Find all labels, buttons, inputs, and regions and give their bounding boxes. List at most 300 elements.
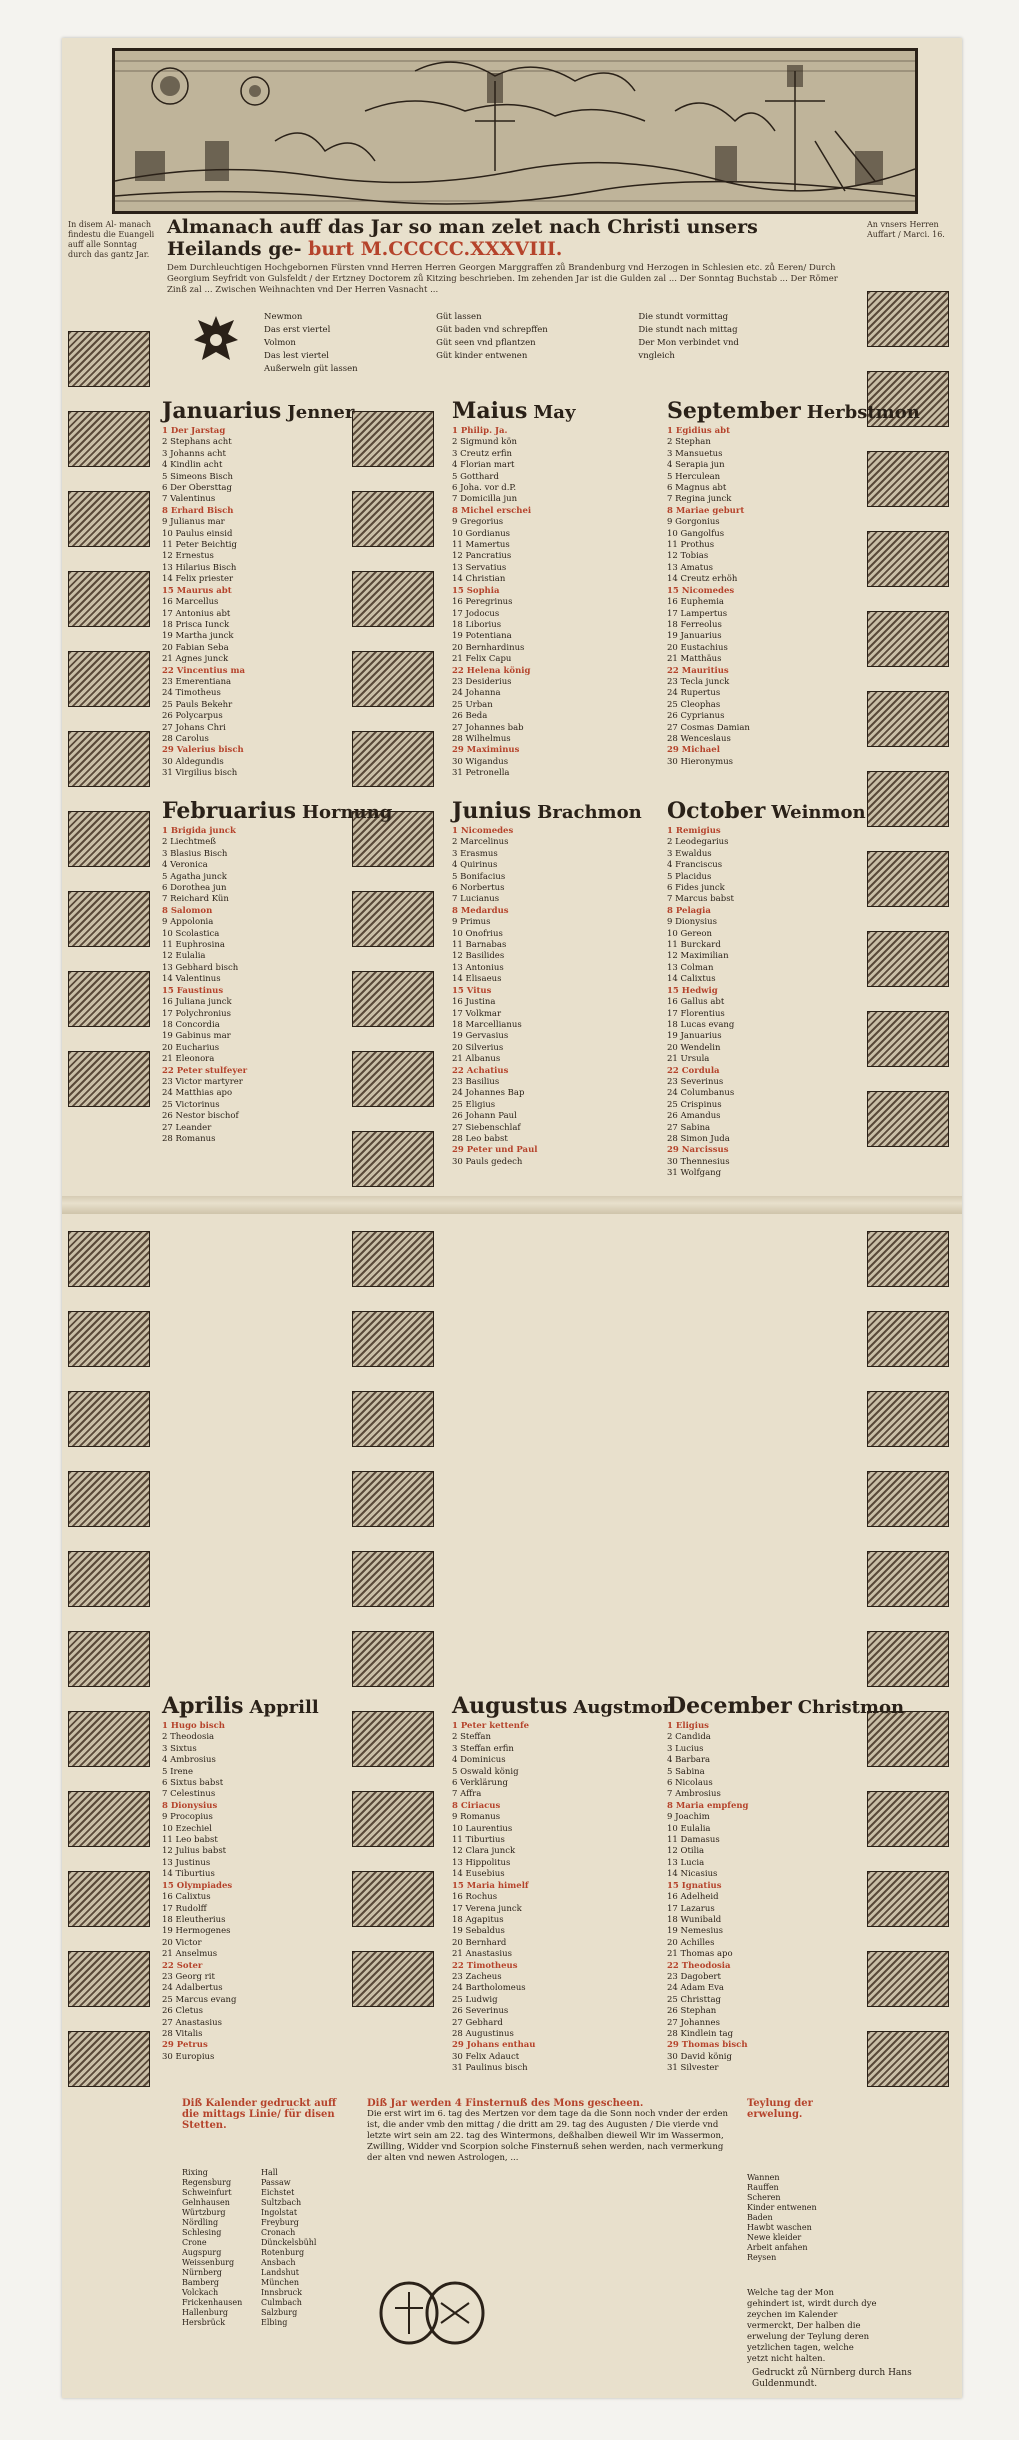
gospel-vignette bbox=[68, 811, 150, 867]
legend-cell: Die stundt vormittag bbox=[638, 312, 729, 322]
calendar-day: 23 Desiderius bbox=[452, 676, 512, 687]
calendar-day: 19 Martha junck bbox=[162, 631, 234, 642]
vignette-spacer bbox=[352, 1370, 440, 1388]
calendar-day: 24 Adalbertus bbox=[162, 1983, 223, 1994]
calendar-day: 19 Sebaldus bbox=[452, 1926, 505, 1937]
month-latin-name: Maius bbox=[452, 398, 528, 424]
calendar-day: 10 Gordianus bbox=[452, 528, 511, 539]
calendar-day: 25 Crispinus bbox=[667, 1099, 722, 1110]
city-name: Volckach bbox=[182, 2288, 219, 2297]
calendar-day: 20 Fabian Seba bbox=[162, 642, 229, 653]
calendar-day: 5 Bonifacius bbox=[452, 871, 506, 882]
sign-item: Reysen bbox=[747, 2253, 777, 2262]
gospel-vignette bbox=[867, 771, 949, 827]
calendar-day: 4 Veronica bbox=[162, 860, 208, 871]
vignette-spacer bbox=[867, 430, 955, 448]
calendar-day: 30 Thennesius bbox=[667, 1156, 730, 1167]
calendar-day: 11 Leo babst bbox=[162, 1835, 218, 1846]
calendar-day: 21 Ursula bbox=[667, 1054, 710, 1065]
calendar-day: 2 Marcelinus bbox=[452, 837, 509, 848]
calendar-day: 9 Gorgonius bbox=[667, 517, 720, 528]
legend-row bbox=[264, 364, 820, 375]
calendar-day: 11 Euphrosina bbox=[162, 940, 225, 951]
vignette-spacer bbox=[867, 590, 955, 608]
calendar-day: 18 Marcellianus bbox=[452, 1019, 522, 1030]
vignette-spacer bbox=[352, 710, 440, 728]
month-latin-name: Junius bbox=[452, 798, 532, 824]
calendar-day: 7 Regina junck bbox=[667, 494, 732, 505]
calendar-day: 16 Calixtus bbox=[162, 1892, 211, 1903]
calendar-day: 21 Matthäus bbox=[667, 654, 722, 665]
calendar-day: 15 Maria himelf bbox=[452, 1880, 529, 1891]
legend-cell: Außerweln güt lassen bbox=[264, 364, 358, 374]
city-name: Dünckelsbühl bbox=[261, 2238, 317, 2247]
calendar-day: 15 Vitus bbox=[452, 985, 492, 996]
calendar-day: 16 Justina bbox=[452, 997, 496, 1008]
woodcut-illustration bbox=[115, 51, 915, 211]
month-latin-name: October bbox=[667, 798, 766, 824]
month-heading bbox=[162, 398, 355, 426]
calendar-day: 3 Johanns acht bbox=[162, 448, 226, 459]
calendar-day: 20 Bernhardinus bbox=[452, 642, 525, 653]
city-name: Freyburg bbox=[261, 2218, 299, 2227]
sign-item: Scheren bbox=[747, 2193, 781, 2202]
month-heading bbox=[452, 398, 642, 426]
calendar-day: 24 Columbanus bbox=[667, 1088, 735, 1099]
calendar-day: 9 Julianus mar bbox=[162, 517, 225, 528]
calendar-day: 4 Ambrosius bbox=[162, 1755, 216, 1766]
city-name: München bbox=[261, 2278, 300, 2287]
bottom-right-text: Welche tag der Mon gehindert ist, wirdt durch dye zeychen im Kalender vermerckt, Der halben die erwelung der Teylung deren yetzlichen tagen, welche yetzt nicht halten. bbox=[747, 2288, 877, 2364]
vignette-spacer bbox=[867, 830, 955, 848]
calendar-day: 6 Joha. vor d.P. bbox=[452, 483, 517, 494]
left-vignette-column-lower bbox=[68, 1228, 156, 2108]
calendar-day: 17 Rudolff bbox=[162, 1903, 207, 1914]
calendar-day: 30 Hieronymus bbox=[667, 756, 734, 767]
calendar-day: 11 Mamertus bbox=[452, 540, 510, 551]
calendar-day: 14 Creutz erhöh bbox=[667, 574, 738, 585]
signs-list bbox=[747, 2173, 817, 2263]
calendar-day: 1 Nicomedes bbox=[452, 826, 514, 836]
calendar-day: 5 Irene bbox=[162, 1766, 194, 1777]
month-german-name: Augstmon bbox=[573, 1697, 676, 1718]
calendar-day: 10 Eulalia bbox=[667, 1823, 711, 1834]
city-name: Frickenhausen bbox=[182, 2298, 243, 2307]
calendar-day: 23 Tecla junck bbox=[667, 676, 730, 687]
calendar-day: 2 Sigmund kön bbox=[452, 437, 517, 448]
calendar-day: 22 Mauritius bbox=[667, 665, 729, 676]
vignette-spacer bbox=[352, 1290, 440, 1308]
left-side-note: In disem Al- manach findestu die Euangeli auff alle Sonntag durch das gantz Jar. bbox=[68, 220, 155, 259]
cities-heading: Diß Kalender gedruckt auff die mittags Linie/ für disen Stetten. bbox=[182, 2098, 337, 2131]
month-german-name: Apprill bbox=[249, 1697, 319, 1718]
gospel-vignette bbox=[867, 1311, 949, 1367]
calendar-day: 15 Nicomedes bbox=[667, 585, 735, 596]
legend-cell: Güt seen vnd pflantzen bbox=[436, 338, 536, 348]
calendar-day: 12 Pancratius bbox=[452, 551, 512, 562]
calendar-day: 2 Steffan bbox=[452, 1732, 491, 1743]
city-name: Augspurg bbox=[182, 2248, 222, 2257]
calendar-day: 16 Gallus abt bbox=[667, 997, 725, 1008]
paper-fold bbox=[62, 1196, 962, 1214]
city-name: Hall bbox=[261, 2168, 278, 2177]
calendar-day: 15 Maurus abt bbox=[162, 585, 232, 596]
right-vignette-column-lower bbox=[867, 1228, 955, 2108]
gospel-vignette bbox=[867, 1551, 949, 1607]
calendar-day: 16 Marcellus bbox=[162, 597, 219, 608]
calendar-day: 10 Ezechiel bbox=[162, 1823, 212, 1834]
gospel-vignette bbox=[68, 411, 150, 467]
calendar-day: 22 Helena könig bbox=[452, 665, 531, 676]
vignette-spacer bbox=[68, 710, 156, 728]
vignette-spacer bbox=[352, 1530, 440, 1548]
gospel-vignette bbox=[867, 691, 949, 747]
legend-row bbox=[264, 351, 820, 362]
gospel-vignette bbox=[68, 1051, 150, 1107]
gospel-vignette bbox=[867, 2031, 949, 2087]
calendar-day: 19 Gervasius bbox=[452, 1031, 509, 1042]
month-german-name: Christmon bbox=[797, 1697, 905, 1718]
calendar-day: 11 Prothus bbox=[667, 540, 715, 551]
calendar-day: 23 Severinus bbox=[667, 1076, 724, 1087]
calendar-day: 29 Narcissus bbox=[667, 1145, 729, 1156]
vignette-spacer bbox=[867, 510, 955, 528]
gospel-vignette bbox=[68, 1951, 150, 2007]
vignette-spacer bbox=[867, 2090, 955, 2108]
calendar-day: 18 Liborius bbox=[452, 619, 502, 630]
legend-row bbox=[264, 325, 820, 336]
gospel-vignette bbox=[68, 1471, 150, 1527]
calendar-day: 2 Liechtmeß bbox=[162, 837, 216, 848]
calendar-day: 17 Florentius bbox=[667, 1008, 725, 1019]
calendar-day: 14 Nicasius bbox=[667, 1869, 718, 1880]
calendar-day: 21 Anselmus bbox=[162, 1949, 218, 1960]
city-name: Hersbrück bbox=[182, 2318, 226, 2327]
calendar-day: 6 Sixtus babst bbox=[162, 1778, 224, 1789]
calendar-day: 13 Colman bbox=[667, 962, 714, 973]
city-list bbox=[182, 2168, 332, 2328]
calendar-day: 17 Antonius abt bbox=[162, 608, 231, 619]
calendar-day: 21 Agnes junck bbox=[162, 654, 229, 665]
calendar-day: 27 Leander bbox=[162, 1122, 212, 1133]
calendar-day: 12 Julius babst bbox=[162, 1846, 227, 1857]
legend-cell: Newmon bbox=[264, 312, 303, 322]
month-german-name: Jenner bbox=[287, 402, 355, 423]
calendar-day: 4 Serapia jun bbox=[667, 460, 725, 471]
calendar-day: 11 Tiburtius bbox=[452, 1835, 505, 1846]
sign-item: Hawbt waschen bbox=[747, 2223, 812, 2232]
vignette-spacer bbox=[68, 1690, 156, 1708]
vignette-spacer bbox=[867, 1930, 955, 1948]
month-aprilis bbox=[162, 1693, 352, 2063]
right-side-note: An vnsers Herren Auffart / Marci. 16. bbox=[867, 220, 945, 239]
sign-item: Baden bbox=[747, 2213, 773, 2222]
gospel-vignette bbox=[352, 1311, 434, 1367]
vignette-spacer bbox=[352, 1930, 440, 1948]
gospel-vignette bbox=[352, 1471, 434, 1527]
left-vignette-column bbox=[68, 328, 156, 1128]
gospel-vignette bbox=[68, 731, 150, 787]
month-heading bbox=[162, 1693, 352, 1721]
legend-cell: Das lest viertel bbox=[264, 351, 329, 361]
calendar-day: 17 Lampertus bbox=[667, 608, 728, 619]
calendar-day: 5 Simeons Bisch bbox=[162, 471, 233, 482]
gospel-vignette bbox=[867, 531, 949, 587]
vignette-spacer bbox=[68, 1930, 156, 1948]
month-heading bbox=[452, 1693, 676, 1721]
calendar-day: 21 Thomas apo bbox=[667, 1949, 733, 1960]
calendar-day: 27 Anastasius bbox=[162, 2017, 222, 2028]
calendar-day: 3 Sixtus bbox=[162, 1743, 197, 1754]
city-name: Weissenburg bbox=[182, 2258, 235, 2267]
calendar-day: 29 Maximinus bbox=[452, 745, 520, 756]
city-name: Eichstet bbox=[261, 2188, 295, 2197]
vignette-spacer bbox=[68, 2010, 156, 2028]
vignette-spacer bbox=[352, 1770, 440, 1788]
calendar-day: 20 Victor bbox=[162, 1937, 202, 1948]
calendar-day: 16 Adelheid bbox=[667, 1892, 719, 1903]
calendar-day: 14 Christian bbox=[452, 574, 506, 585]
calendar-day: 25 Christtag bbox=[667, 1994, 721, 2005]
gospel-vignette bbox=[867, 1471, 949, 1527]
month-german-name: Weinmon bbox=[771, 802, 866, 823]
city-name: Nürnberg bbox=[182, 2268, 222, 2277]
gospel-vignette bbox=[68, 1871, 150, 1927]
bottom-left-text bbox=[182, 2098, 352, 2131]
calendar-day: 26 Beda bbox=[452, 711, 488, 722]
vignette-spacer bbox=[867, 1290, 955, 1308]
calendar-day: 25 Eligius bbox=[452, 1099, 496, 1110]
calendar-day: 25 Victorinus bbox=[162, 1099, 220, 1110]
calendar-day: 26 Stephan bbox=[667, 2006, 717, 2017]
calendar-day: 19 Hermogenes bbox=[162, 1926, 231, 1937]
vignette-spacer bbox=[867, 350, 955, 368]
gospel-vignette bbox=[352, 1711, 434, 1767]
gospel-vignette bbox=[68, 651, 150, 707]
month-heading bbox=[452, 798, 642, 826]
calendar-day: 12 Maximilian bbox=[667, 951, 729, 962]
month-latin-name: December bbox=[667, 1693, 792, 1719]
city-name: Sultzbach bbox=[261, 2198, 302, 2207]
middle-vignette-column-lower bbox=[352, 1228, 440, 2028]
calendar-day: 21 Eleonora bbox=[162, 1054, 215, 1065]
month-german-name: Brachmon bbox=[537, 802, 642, 823]
gospel-vignette bbox=[68, 1711, 150, 1767]
eclipse-text: Die erst wirt im 6. tag des Mertzen vor dem tage da die Sonn noch vnder der erden ist, die ander vmb den mittag / die dritt am 29. tag des Augusten / Die vierde vnd letzte wirt sein am 22. tag des Wintermons, deßhalben dieweil Wir im Wassermon, Zwilling, Widder vnd Scorpion solche Finsternuß sehen werden, nach vermerkung der alten vnd newen Astrologen, ... bbox=[367, 2109, 728, 2163]
gospel-vignette bbox=[867, 931, 949, 987]
calendar-day: 19 Nemesius bbox=[667, 1926, 723, 1937]
vignette-spacer bbox=[352, 1690, 440, 1708]
calendar-day: 12 Tobias bbox=[667, 551, 709, 562]
calendar-day: 13 Amatus bbox=[667, 562, 714, 573]
calendar-day: 3 Steffan erfin bbox=[452, 1743, 514, 1754]
legend-row bbox=[264, 312, 820, 323]
calendar-day: 5 Agatha junck bbox=[162, 871, 227, 882]
vignette-spacer bbox=[352, 550, 440, 568]
gospel-vignette bbox=[352, 971, 434, 1027]
calendar-day: 22 Timotheus bbox=[452, 1960, 518, 1971]
calendar-day: 22 Vincentius ma bbox=[162, 665, 245, 676]
bottom-center-text bbox=[367, 2098, 737, 2164]
calendar-day: 28 Kindlein tag bbox=[667, 2028, 734, 2039]
calendar-day: 20 Eustachius bbox=[667, 642, 728, 653]
almanac-title bbox=[167, 216, 857, 260]
calendar-day: 26 Cletus bbox=[162, 2006, 204, 2017]
gospel-vignette bbox=[352, 1871, 434, 1927]
month-junius bbox=[452, 798, 642, 1168]
vignette-spacer bbox=[352, 2010, 440, 2028]
calendar-day: 20 Eucharius bbox=[162, 1042, 220, 1053]
calendar-day: 18 Agapitus bbox=[452, 1914, 504, 1925]
calendar-day: 17 Polychronius bbox=[162, 1008, 231, 1019]
calendar-day: 1 Eligius bbox=[667, 1721, 709, 1731]
calendar-day: 4 Kindlin acht bbox=[162, 460, 223, 471]
month-latin-name: Januarius bbox=[162, 398, 282, 424]
calendar-day: 10 Onofrius bbox=[452, 928, 503, 939]
city-name: Crone bbox=[182, 2238, 207, 2247]
gospel-vignette bbox=[352, 731, 434, 787]
gospel-vignette bbox=[68, 571, 150, 627]
calendar-day: 1 Hugo bisch bbox=[162, 1721, 225, 1731]
gospel-vignette bbox=[867, 451, 949, 507]
calendar-day: 25 Ludwig bbox=[452, 1994, 498, 2005]
city-name: Ingolstat bbox=[261, 2208, 298, 2217]
calendar-day: 15 Olympiades bbox=[162, 1880, 233, 1891]
calendar-day: 21 Felix Capu bbox=[452, 654, 512, 665]
calendar-day: 15 Sophia bbox=[452, 585, 500, 596]
signs-heading: Teylung der erwelung. bbox=[747, 2098, 813, 2120]
city-name: Schlesing bbox=[182, 2228, 222, 2237]
gospel-vignette bbox=[352, 1551, 434, 1607]
gospel-vignette bbox=[867, 1631, 949, 1687]
vignette-spacer bbox=[68, 1610, 156, 1628]
vignette-spacer bbox=[867, 1530, 955, 1548]
calendar-day: 31 Petronella bbox=[452, 768, 510, 779]
month-heading bbox=[667, 398, 920, 426]
calendar-day: 17 Volkmar bbox=[452, 1008, 502, 1019]
gospel-vignette bbox=[68, 1791, 150, 1847]
calendar-day: 3 Erasmus bbox=[452, 848, 498, 859]
calendar-day: 14 Valentinus bbox=[162, 974, 221, 985]
calendar-day: 7 Lucianus bbox=[452, 894, 500, 905]
month-german-name: Hornung bbox=[301, 802, 393, 823]
calendar-day: 24 Matthias apo bbox=[162, 1088, 233, 1099]
calendar-day: 21 Albanus bbox=[452, 1054, 501, 1065]
calendar-day: 21 Anastasius bbox=[452, 1949, 512, 1960]
calendar-day: 29 Michael bbox=[667, 745, 720, 756]
sign-item: Newe kleider bbox=[747, 2233, 802, 2242]
calendar-day: 4 Dominicus bbox=[452, 1755, 506, 1766]
calendar-day: 10 Gangolfus bbox=[667, 528, 725, 539]
vignette-spacer bbox=[68, 390, 156, 408]
calendar-day: 29 Thomas bisch bbox=[667, 2040, 748, 2051]
gospel-vignette bbox=[68, 1551, 150, 1607]
calendar-day: 25 Cleophas bbox=[667, 699, 721, 710]
sign-item: Arbeit anfahen bbox=[747, 2243, 808, 2252]
calendar-day: 2 Theodosia bbox=[162, 1732, 215, 1743]
vignette-spacer bbox=[68, 1110, 156, 1128]
calendar-day: 13 Gebhard bisch bbox=[162, 962, 239, 973]
calendar-day: 7 Valentinus bbox=[162, 494, 216, 505]
calendar-day: 10 Gereon bbox=[667, 928, 713, 939]
calendar-day: 16 Peregrinus bbox=[452, 597, 513, 608]
gospel-vignette bbox=[867, 1791, 949, 1847]
calendar-day: 8 Erhard Bisch bbox=[162, 505, 234, 516]
calendar-day: 27 Johans Chri bbox=[162, 722, 226, 733]
calendar-day: 1 Philip. Ja. bbox=[452, 426, 508, 436]
gospel-vignette bbox=[352, 1631, 434, 1687]
calendar-day: 28 Carolus bbox=[162, 733, 209, 744]
calendar-day: 26 Amandus bbox=[667, 1111, 721, 1122]
calendar-day: 28 Wilhelmus bbox=[452, 733, 511, 744]
month-german-name: May bbox=[533, 402, 576, 423]
city-name: Nördling bbox=[182, 2218, 219, 2227]
calendar-day: 8 Ciriacus bbox=[452, 1800, 501, 1811]
calendar-day: 23 Zacheus bbox=[452, 1971, 502, 1982]
calendar-day: 13 Hilarius Bisch bbox=[162, 562, 237, 573]
calendar-day: 11 Peter Beichtig bbox=[162, 540, 237, 551]
calendar-day: 18 Lucas evang bbox=[667, 1019, 735, 1030]
month-augustus bbox=[452, 1693, 676, 2075]
gospel-vignette bbox=[352, 651, 434, 707]
calendar-day: 26 Cyprianus bbox=[667, 711, 725, 722]
vignette-spacer bbox=[867, 1070, 955, 1088]
sign-item: Kinder entwenen bbox=[747, 2203, 817, 2212]
gospel-vignette bbox=[68, 971, 150, 1027]
calendar-day: 9 Dionysius bbox=[667, 917, 717, 928]
calendar-day: 16 Juliana junck bbox=[162, 997, 232, 1008]
header-woodcut bbox=[112, 48, 918, 214]
gospel-vignette bbox=[867, 1871, 949, 1927]
calendar-day: 30 Europius bbox=[162, 2051, 215, 2062]
vignette-spacer bbox=[867, 2010, 955, 2028]
calendar-day: 6 Verklärung bbox=[452, 1778, 508, 1789]
month-heading bbox=[667, 798, 866, 826]
legend-cell: Güt kinder entwenen bbox=[436, 351, 528, 361]
calendar-day: 9 Gregorius bbox=[452, 517, 504, 528]
calendar-day: 26 Johann Paul bbox=[452, 1111, 517, 1122]
city-name: Gelnhausen bbox=[182, 2198, 230, 2207]
calendar-day: 18 Ferreolus bbox=[667, 619, 722, 630]
vignette-spacer bbox=[867, 1610, 955, 1628]
calendar-day: 18 Prisca Iunck bbox=[162, 619, 230, 630]
calendar-day: 31 Virgilius bisch bbox=[162, 768, 238, 779]
calendar-day: 17 Jodocus bbox=[452, 608, 500, 619]
calendar-day: 10 Laurentius bbox=[452, 1823, 513, 1834]
calendar-day: 19 Januarius bbox=[667, 631, 722, 642]
calendar-day: 30 Pauls gedech bbox=[452, 1156, 523, 1167]
vignette-spacer bbox=[68, 1370, 156, 1388]
gospel-vignette bbox=[867, 1091, 949, 1147]
calendar-day: 24 Timotheus bbox=[162, 688, 221, 699]
calendar-day: 4 Barbara bbox=[667, 1755, 711, 1766]
calendar-day: 25 Urban bbox=[452, 699, 493, 710]
calendar-day: 22 Theodosia bbox=[667, 1960, 731, 1971]
calendar-day: 12 Ernestus bbox=[162, 551, 214, 562]
vignette-spacer bbox=[867, 750, 955, 768]
calendar-day: 23 Basilius bbox=[452, 1076, 500, 1087]
calendar-day: 15 Hedwig bbox=[667, 985, 718, 996]
vignette-spacer bbox=[68, 870, 156, 888]
calendar-day: 15 Ignatius bbox=[667, 1880, 722, 1891]
calendar-day: 8 Medardus bbox=[452, 905, 509, 916]
calendar-day: 1 Brigida junck bbox=[162, 826, 236, 836]
calendar-day: 8 Dionysius bbox=[162, 1800, 218, 1811]
vignette-spacer bbox=[68, 1030, 156, 1048]
vignette-spacer bbox=[68, 1290, 156, 1308]
gospel-vignette bbox=[867, 1231, 949, 1287]
gospel-vignette bbox=[352, 411, 434, 467]
